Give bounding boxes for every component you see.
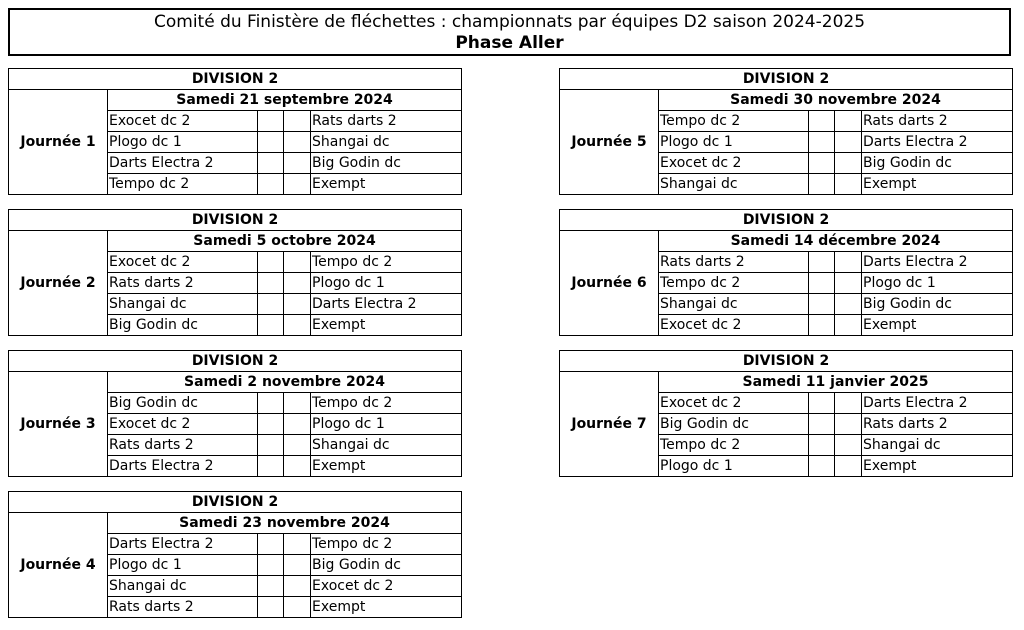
home-team: Shangai dc (659, 294, 809, 315)
home-team: Exocet dc 2 (659, 393, 809, 414)
home-score-cell (809, 435, 835, 456)
home-score-cell (809, 153, 835, 174)
home-team: Exocet dc 2 (659, 153, 809, 174)
away-team: Exempt (862, 456, 1013, 477)
away-team: Plogo dc 1 (311, 273, 462, 294)
home-team: Plogo dc 1 (659, 456, 809, 477)
away-team: Rats darts 2 (311, 111, 462, 132)
home-score-cell (809, 456, 835, 477)
home-team: Plogo dc 1 (108, 555, 258, 576)
away-score-cell (835, 456, 862, 477)
away-score-cell (835, 414, 862, 435)
document-title: Comité du Finistère de fléchettes : championnats par équipes D2 saison 2024-2025 (153, 12, 866, 32)
away-team: Big Godin dc (311, 555, 462, 576)
away-score-cell (284, 174, 311, 195)
away-score-cell (835, 435, 862, 456)
away-score-cell (284, 294, 311, 315)
round-table-3 (8, 350, 462, 477)
away-team: Tempo dc 2 (311, 252, 462, 273)
home-score-cell (258, 153, 284, 174)
away-team: Tempo dc 2 (311, 534, 462, 555)
home-team: Big Godin dc (108, 315, 258, 336)
home-team: Darts Electra 2 (108, 456, 258, 477)
away-team: Exempt (311, 174, 462, 195)
round-table-1 (8, 68, 462, 195)
away-score-cell (835, 153, 862, 174)
round-table-4 (8, 491, 462, 618)
division-label: DIVISION 2 (560, 69, 1013, 90)
away-team: Exempt (311, 315, 462, 336)
home-score-cell (809, 414, 835, 435)
journee-label: Journée 6 (560, 231, 659, 336)
home-score-cell (258, 252, 284, 273)
home-team: Tempo dc 2 (659, 435, 809, 456)
journee-label: Journée 4 (9, 513, 108, 618)
away-team: Darts Electra 2 (311, 294, 462, 315)
home-score-cell (258, 576, 284, 597)
home-score-cell (809, 393, 835, 414)
away-score-cell (835, 294, 862, 315)
document-header (8, 8, 1011, 56)
away-score-cell (284, 597, 311, 618)
home-team: Rats darts 2 (108, 435, 258, 456)
home-team: Exocet dc 2 (108, 111, 258, 132)
division-label: DIVISION 2 (560, 210, 1013, 231)
away-team: Darts Electra 2 (862, 252, 1013, 273)
away-team: Darts Electra 2 (862, 393, 1013, 414)
round-date: Samedi 21 septembre 2024 (108, 90, 462, 111)
home-score-cell (258, 555, 284, 576)
away-score-cell (835, 252, 862, 273)
home-team: Tempo dc 2 (659, 111, 809, 132)
journee-label: Journée 3 (9, 372, 108, 477)
home-score-cell (258, 456, 284, 477)
journee-label: Journée 7 (560, 372, 659, 477)
home-score-cell (258, 174, 284, 195)
division-label: DIVISION 2 (9, 210, 462, 231)
round-date: Samedi 30 novembre 2024 (659, 90, 1013, 111)
home-score-cell (258, 534, 284, 555)
home-score-cell (809, 273, 835, 294)
home-score-cell (809, 252, 835, 273)
division-label: DIVISION 2 (9, 69, 462, 90)
away-team: Shangai dc (311, 132, 462, 153)
home-score-cell (258, 393, 284, 414)
division-label: DIVISION 2 (9, 492, 462, 513)
home-team: Tempo dc 2 (108, 174, 258, 195)
away-team: Plogo dc 1 (311, 414, 462, 435)
home-team: Rats darts 2 (108, 273, 258, 294)
away-team: Darts Electra 2 (862, 132, 1013, 153)
home-team: Rats darts 2 (659, 252, 809, 273)
away-team: Tempo dc 2 (311, 393, 462, 414)
round-table-5 (559, 68, 1013, 195)
away-score-cell (835, 111, 862, 132)
home-team: Darts Electra 2 (108, 153, 258, 174)
round-date: Samedi 2 novembre 2024 (108, 372, 462, 393)
away-score-cell (284, 576, 311, 597)
home-team: Shangai dc (659, 174, 809, 195)
round-table-2 (8, 209, 462, 336)
away-team: Big Godin dc (862, 153, 1013, 174)
home-score-cell (258, 132, 284, 153)
home-team: Exocet dc 2 (108, 414, 258, 435)
away-score-cell (284, 252, 311, 273)
home-score-cell (809, 294, 835, 315)
home-team: Shangai dc (108, 576, 258, 597)
away-score-cell (835, 132, 862, 153)
home-team: Plogo dc 1 (659, 132, 809, 153)
home-score-cell (258, 414, 284, 435)
away-score-cell (284, 273, 311, 294)
home-score-cell (258, 315, 284, 336)
home-team: Plogo dc 1 (108, 132, 258, 153)
division-label: DIVISION 2 (560, 351, 1013, 372)
home-team: Exocet dc 2 (108, 252, 258, 273)
away-score-cell (284, 456, 311, 477)
home-score-cell (258, 597, 284, 618)
round-table-7 (559, 350, 1013, 477)
away-team: Rats darts 2 (862, 111, 1013, 132)
away-team: Exocet dc 2 (311, 576, 462, 597)
away-team: Exempt (862, 174, 1013, 195)
away-score-cell (835, 315, 862, 336)
away-score-cell (284, 555, 311, 576)
away-score-cell (284, 132, 311, 153)
home-team: Exocet dc 2 (659, 315, 809, 336)
away-score-cell (835, 393, 862, 414)
home-team: Big Godin dc (108, 393, 258, 414)
home-team: Darts Electra 2 (108, 534, 258, 555)
away-team: Exempt (311, 456, 462, 477)
away-team: Big Godin dc (862, 294, 1013, 315)
journee-label: Journée 1 (9, 90, 108, 195)
away-score-cell (284, 414, 311, 435)
home-score-cell (258, 294, 284, 315)
home-team: Shangai dc (108, 294, 258, 315)
home-score-cell (258, 111, 284, 132)
home-score-cell (809, 132, 835, 153)
round-date: Samedi 23 novembre 2024 (108, 513, 462, 534)
home-team: Tempo dc 2 (659, 273, 809, 294)
away-team: Plogo dc 1 (862, 273, 1013, 294)
home-team: Rats darts 2 (108, 597, 258, 618)
away-score-cell (284, 153, 311, 174)
round-date: Samedi 14 décembre 2024 (659, 231, 1013, 252)
round-date: Samedi 5 octobre 2024 (108, 231, 462, 252)
away-score-cell (284, 435, 311, 456)
round-table-6 (559, 209, 1013, 336)
away-score-cell (284, 393, 311, 414)
away-team: Exempt (862, 315, 1013, 336)
division-label: DIVISION 2 (9, 351, 462, 372)
home-score-cell (258, 273, 284, 294)
away-score-cell (284, 315, 311, 336)
home-score-cell (809, 111, 835, 132)
home-score-cell (809, 174, 835, 195)
journee-label: Journée 5 (560, 90, 659, 195)
away-score-cell (284, 534, 311, 555)
home-team: Big Godin dc (659, 414, 809, 435)
round-date: Samedi 11 janvier 2025 (659, 372, 1013, 393)
away-score-cell (835, 273, 862, 294)
away-team: Rats darts 2 (862, 414, 1013, 435)
away-team: Shangai dc (311, 435, 462, 456)
away-score-cell (284, 111, 311, 132)
away-team: Big Godin dc (311, 153, 462, 174)
away-team: Exempt (311, 597, 462, 618)
journee-label: Journée 2 (9, 231, 108, 336)
phase-title: Phase Aller (455, 33, 564, 53)
home-score-cell (258, 435, 284, 456)
away-score-cell (835, 174, 862, 195)
away-team: Shangai dc (862, 435, 1013, 456)
home-score-cell (809, 315, 835, 336)
